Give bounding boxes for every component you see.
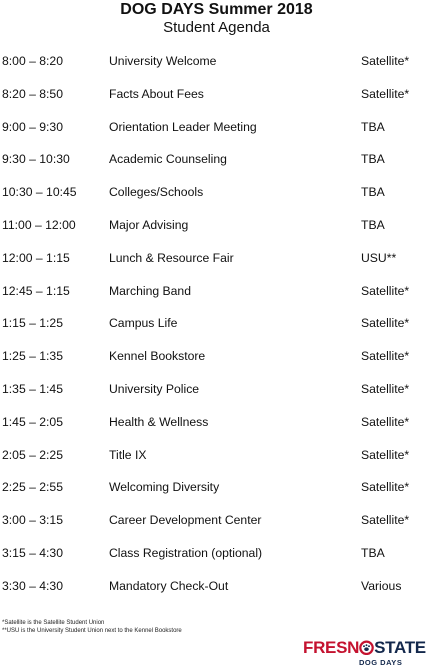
agenda-event: Health & Wellness xyxy=(109,414,209,429)
agenda-time: 10:30 – 10:45 xyxy=(2,185,77,200)
agenda-time: 2:05 – 2:25 xyxy=(2,447,63,462)
logo-text-fresn: FRESN xyxy=(303,638,360,657)
agenda-row xyxy=(0,503,433,536)
agenda-event: Welcoming Diversity xyxy=(109,480,220,495)
agenda-time: 1:15 – 1:25 xyxy=(2,316,63,331)
agenda-event: Title IX xyxy=(109,447,147,462)
agenda-event: Class Registration (optional) xyxy=(109,545,263,560)
agenda-time: 9:30 – 10:30 xyxy=(2,152,70,167)
agenda-location: TBA xyxy=(361,185,385,200)
page-title: DOG DAYS Summer 2018 xyxy=(120,1,313,18)
agenda-event: Academic Counseling xyxy=(109,152,227,167)
agenda-event: Career Development Center xyxy=(109,513,262,528)
agenda-row xyxy=(0,274,433,307)
agenda-location: TBA xyxy=(361,119,385,134)
agenda-time: 12:00 – 1:15 xyxy=(2,250,70,265)
agenda-time: 1:25 – 1:35 xyxy=(2,349,63,364)
agenda-time: 1:35 – 1:45 xyxy=(2,381,63,396)
agenda-time: 11:00 – 12:00 xyxy=(2,217,76,232)
agenda-row xyxy=(0,372,433,405)
agenda-row xyxy=(0,241,433,274)
agenda-time: 3:00 – 3:15 xyxy=(2,513,63,528)
agenda-location: Satellite* xyxy=(361,414,410,429)
footnote-usu: **USU is the University Student Union next to the Kennel Bookstore xyxy=(2,627,182,634)
agenda-location: Satellite* xyxy=(361,381,410,396)
agenda-location: TBA xyxy=(361,545,385,560)
agenda-location: Satellite* xyxy=(361,283,410,298)
logo-wordmark xyxy=(303,639,431,657)
agenda-location: TBA xyxy=(361,217,385,232)
footnotes xyxy=(2,620,182,635)
agenda-event: Colleges/Schools xyxy=(109,185,204,200)
agenda-row xyxy=(0,208,433,241)
agenda-row xyxy=(0,77,433,110)
agenda-row xyxy=(0,44,433,77)
page-subtitle: Student Agenda xyxy=(163,19,270,36)
agenda-event: Major Advising xyxy=(109,217,189,232)
footnote-satellite: *Satellite is the Satellite Student Union xyxy=(2,620,105,626)
agenda-row xyxy=(0,569,433,602)
agenda-location: TBA xyxy=(361,152,385,167)
agenda-row xyxy=(0,306,433,339)
agenda-event: Campus Life xyxy=(109,316,178,331)
agenda-time: 8:20 – 8:50 xyxy=(2,86,63,101)
fresno-state-logo xyxy=(303,639,431,669)
agenda-row xyxy=(0,142,433,175)
agenda-location: Satellite* xyxy=(361,513,410,528)
agenda-location: Satellite* xyxy=(361,480,410,495)
agenda-location: Satellite* xyxy=(361,316,410,331)
agenda-row xyxy=(0,470,433,503)
agenda-event: Mandatory Check-Out xyxy=(109,578,229,593)
agenda-event: Kennel Bookstore xyxy=(109,349,206,364)
agenda-row xyxy=(0,405,433,438)
agenda-event: Lunch & Resource Fair xyxy=(109,250,234,265)
agenda-time: 1:45 – 2:05 xyxy=(2,414,63,429)
logo-subtitle: DOG DAYS xyxy=(359,658,403,667)
agenda-time: 12:45 – 1:15 xyxy=(2,283,70,298)
agenda-row xyxy=(0,339,433,372)
paw-icon xyxy=(359,640,374,655)
agenda-event: University Police xyxy=(109,381,200,396)
agenda-event: Orientation Leader Meeting xyxy=(109,119,257,134)
agenda-location: Satellite* xyxy=(361,447,410,462)
agenda-time: 9:00 – 9:30 xyxy=(2,119,63,134)
agenda-time: 8:00 – 8:20 xyxy=(2,54,63,68)
agenda-time: 2:25 – 2:55 xyxy=(2,480,63,495)
logo-text-state: STATE xyxy=(374,638,426,657)
agenda-row xyxy=(0,175,433,208)
agenda-row xyxy=(0,536,433,569)
agenda-time: 3:30 – 4:30 xyxy=(2,578,63,593)
agenda-location: Satellite* xyxy=(361,349,410,364)
agenda-location: Satellite* xyxy=(361,54,410,68)
agenda-row xyxy=(0,438,433,471)
agenda-row xyxy=(0,110,433,143)
agenda-location: Various xyxy=(361,578,402,593)
agenda-event: Facts About Fees xyxy=(109,86,204,101)
agenda-event: Marching Band xyxy=(109,283,191,298)
agenda-location: USU** xyxy=(361,250,397,265)
agenda-location: Satellite* xyxy=(361,86,410,101)
agenda-event: University Welcome xyxy=(109,54,217,68)
agenda-time: 3:15 – 4:30 xyxy=(2,545,63,560)
agenda-list xyxy=(0,44,433,602)
